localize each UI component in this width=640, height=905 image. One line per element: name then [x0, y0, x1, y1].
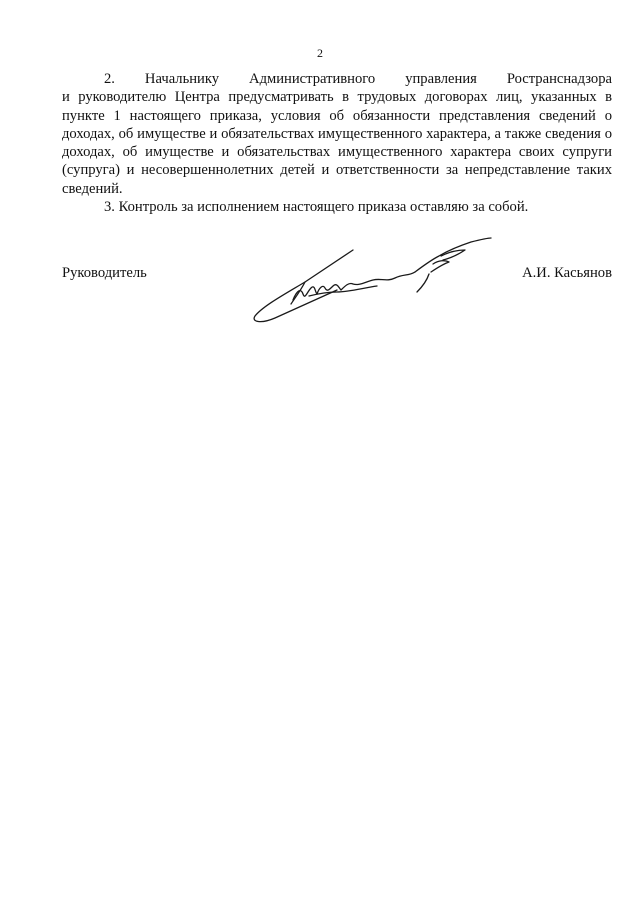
paragraph-2-first-line: 2. Начальнику Административного управления Ространснадзора [104, 71, 612, 87]
paragraph-3: 3. Контроль за исполнением настоящего приказа оставляю за собой. [104, 199, 529, 216]
handwritten-signature [245, 230, 495, 325]
signatory-name: А.И. Касьянов [522, 265, 612, 281]
signatory-title: Руководитель [62, 265, 147, 281]
paragraph-2 [62, 70, 612, 198]
page-number: 2 [317, 46, 323, 60]
document-body [62, 70, 612, 216]
paragraph-2-rest: и руководителю Центра предусматривать в трудовых договорах лиц, указанных в пункте 1 настоящего приказа, условия об обязанности представления сведений о доходах, об имуществе и обязательствах имущественного характера, а также сведения о доходах, об имуществе и обязательствах имущественного характера своих супруги (супруга) и несовершеннолетних детей и ответственности за непредставление таких сведений. [62, 89, 612, 197]
